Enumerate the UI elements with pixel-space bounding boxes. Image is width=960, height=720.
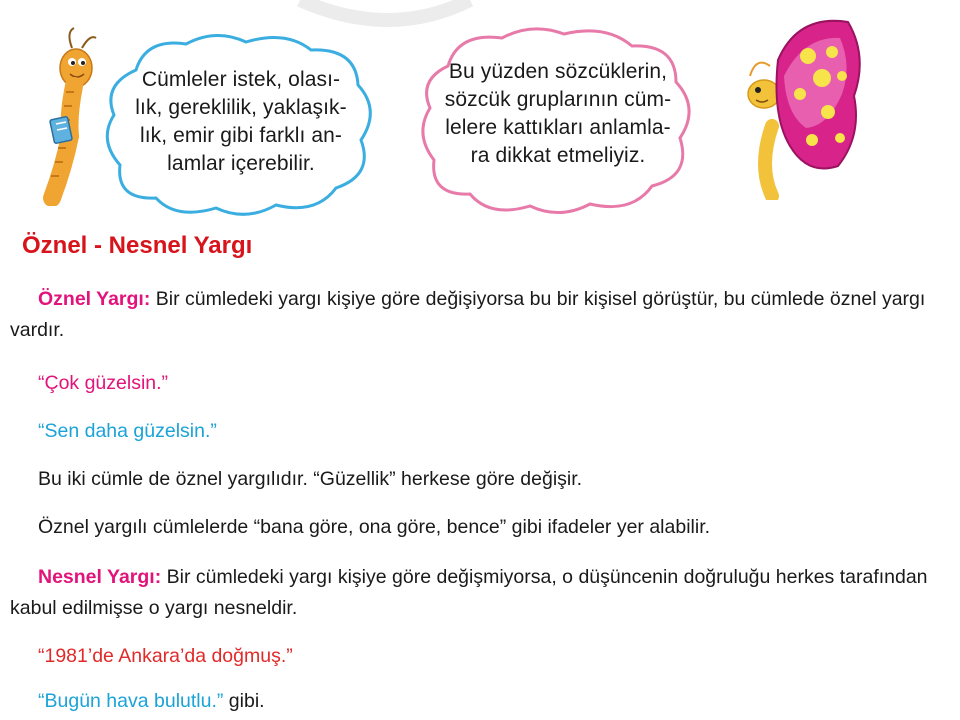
bubble-right-line-3: lelere kattıkları anlamla- [445, 116, 671, 139]
nesnel-example-1: “1981’de Ankara’da doğmuş.” [38, 645, 293, 667]
oznel-example-1: “Çok güzelsin.” [38, 372, 169, 394]
bubble-right-line-2: sözcük gruplarının cüm- [444, 88, 672, 111]
butterfly-illustration [728, 16, 868, 200]
nesnel-definition [10, 562, 930, 624]
oznel-text: Bir cümledeki yargı kişiye göre değişiyorsa bu bir kişisel görüştür, bu cümlede öznel yargı vardır. [10, 288, 926, 341]
oznel-definition [10, 284, 930, 346]
oznel-note-1: Bu iki cümle de öznel yargılıdır. “Güzellik” herkese göre değişir. [38, 468, 583, 490]
bubble-text-left [116, 66, 366, 178]
bubble-right-line-1: Bu yüzden sözcüklerin, [448, 60, 668, 83]
oznel-example-2: “Sen daha güzelsin.” [38, 420, 217, 442]
nesnel-term: Nesnel Yargı: [38, 566, 162, 588]
bubble-left-line-2: lık, gereklilik, yaklaşık- [135, 96, 347, 119]
oznel-note-2: Öznel yargılı cümlelerde “bana göre, ona göre, bence” gibi ifadeler yer alabilir. [38, 516, 711, 538]
bubble-text-right [430, 58, 686, 170]
section-title: Öznel - Nesnel Yargı [22, 232, 253, 259]
bubble-right-line-4: ra dikkat etmeliyiz. [470, 144, 646, 167]
worm-with-book-illustration [30, 26, 100, 206]
nesnel-text: Bir cümledeki yargı kişiye göre değişmiyorsa, o düşüncenin doğruluğu herkes tarafından kabul edilmişse o yargı nesneldir. [10, 566, 928, 619]
bubble-left-line-4: lamlar içerebilir. [167, 152, 315, 175]
nesnel-example-2-suffix: gibi. [223, 690, 265, 712]
oznel-term: Öznel Yargı: [38, 288, 151, 310]
nesnel-example-2: “Bugün hava bulutlu.” [38, 690, 224, 712]
nesnel-example-2-line [38, 690, 265, 713]
bubble-left-line-3: lık, emir gibi farklı an- [139, 124, 343, 147]
bubble-left-line-1: Cümleler istek, olası- [141, 68, 341, 91]
